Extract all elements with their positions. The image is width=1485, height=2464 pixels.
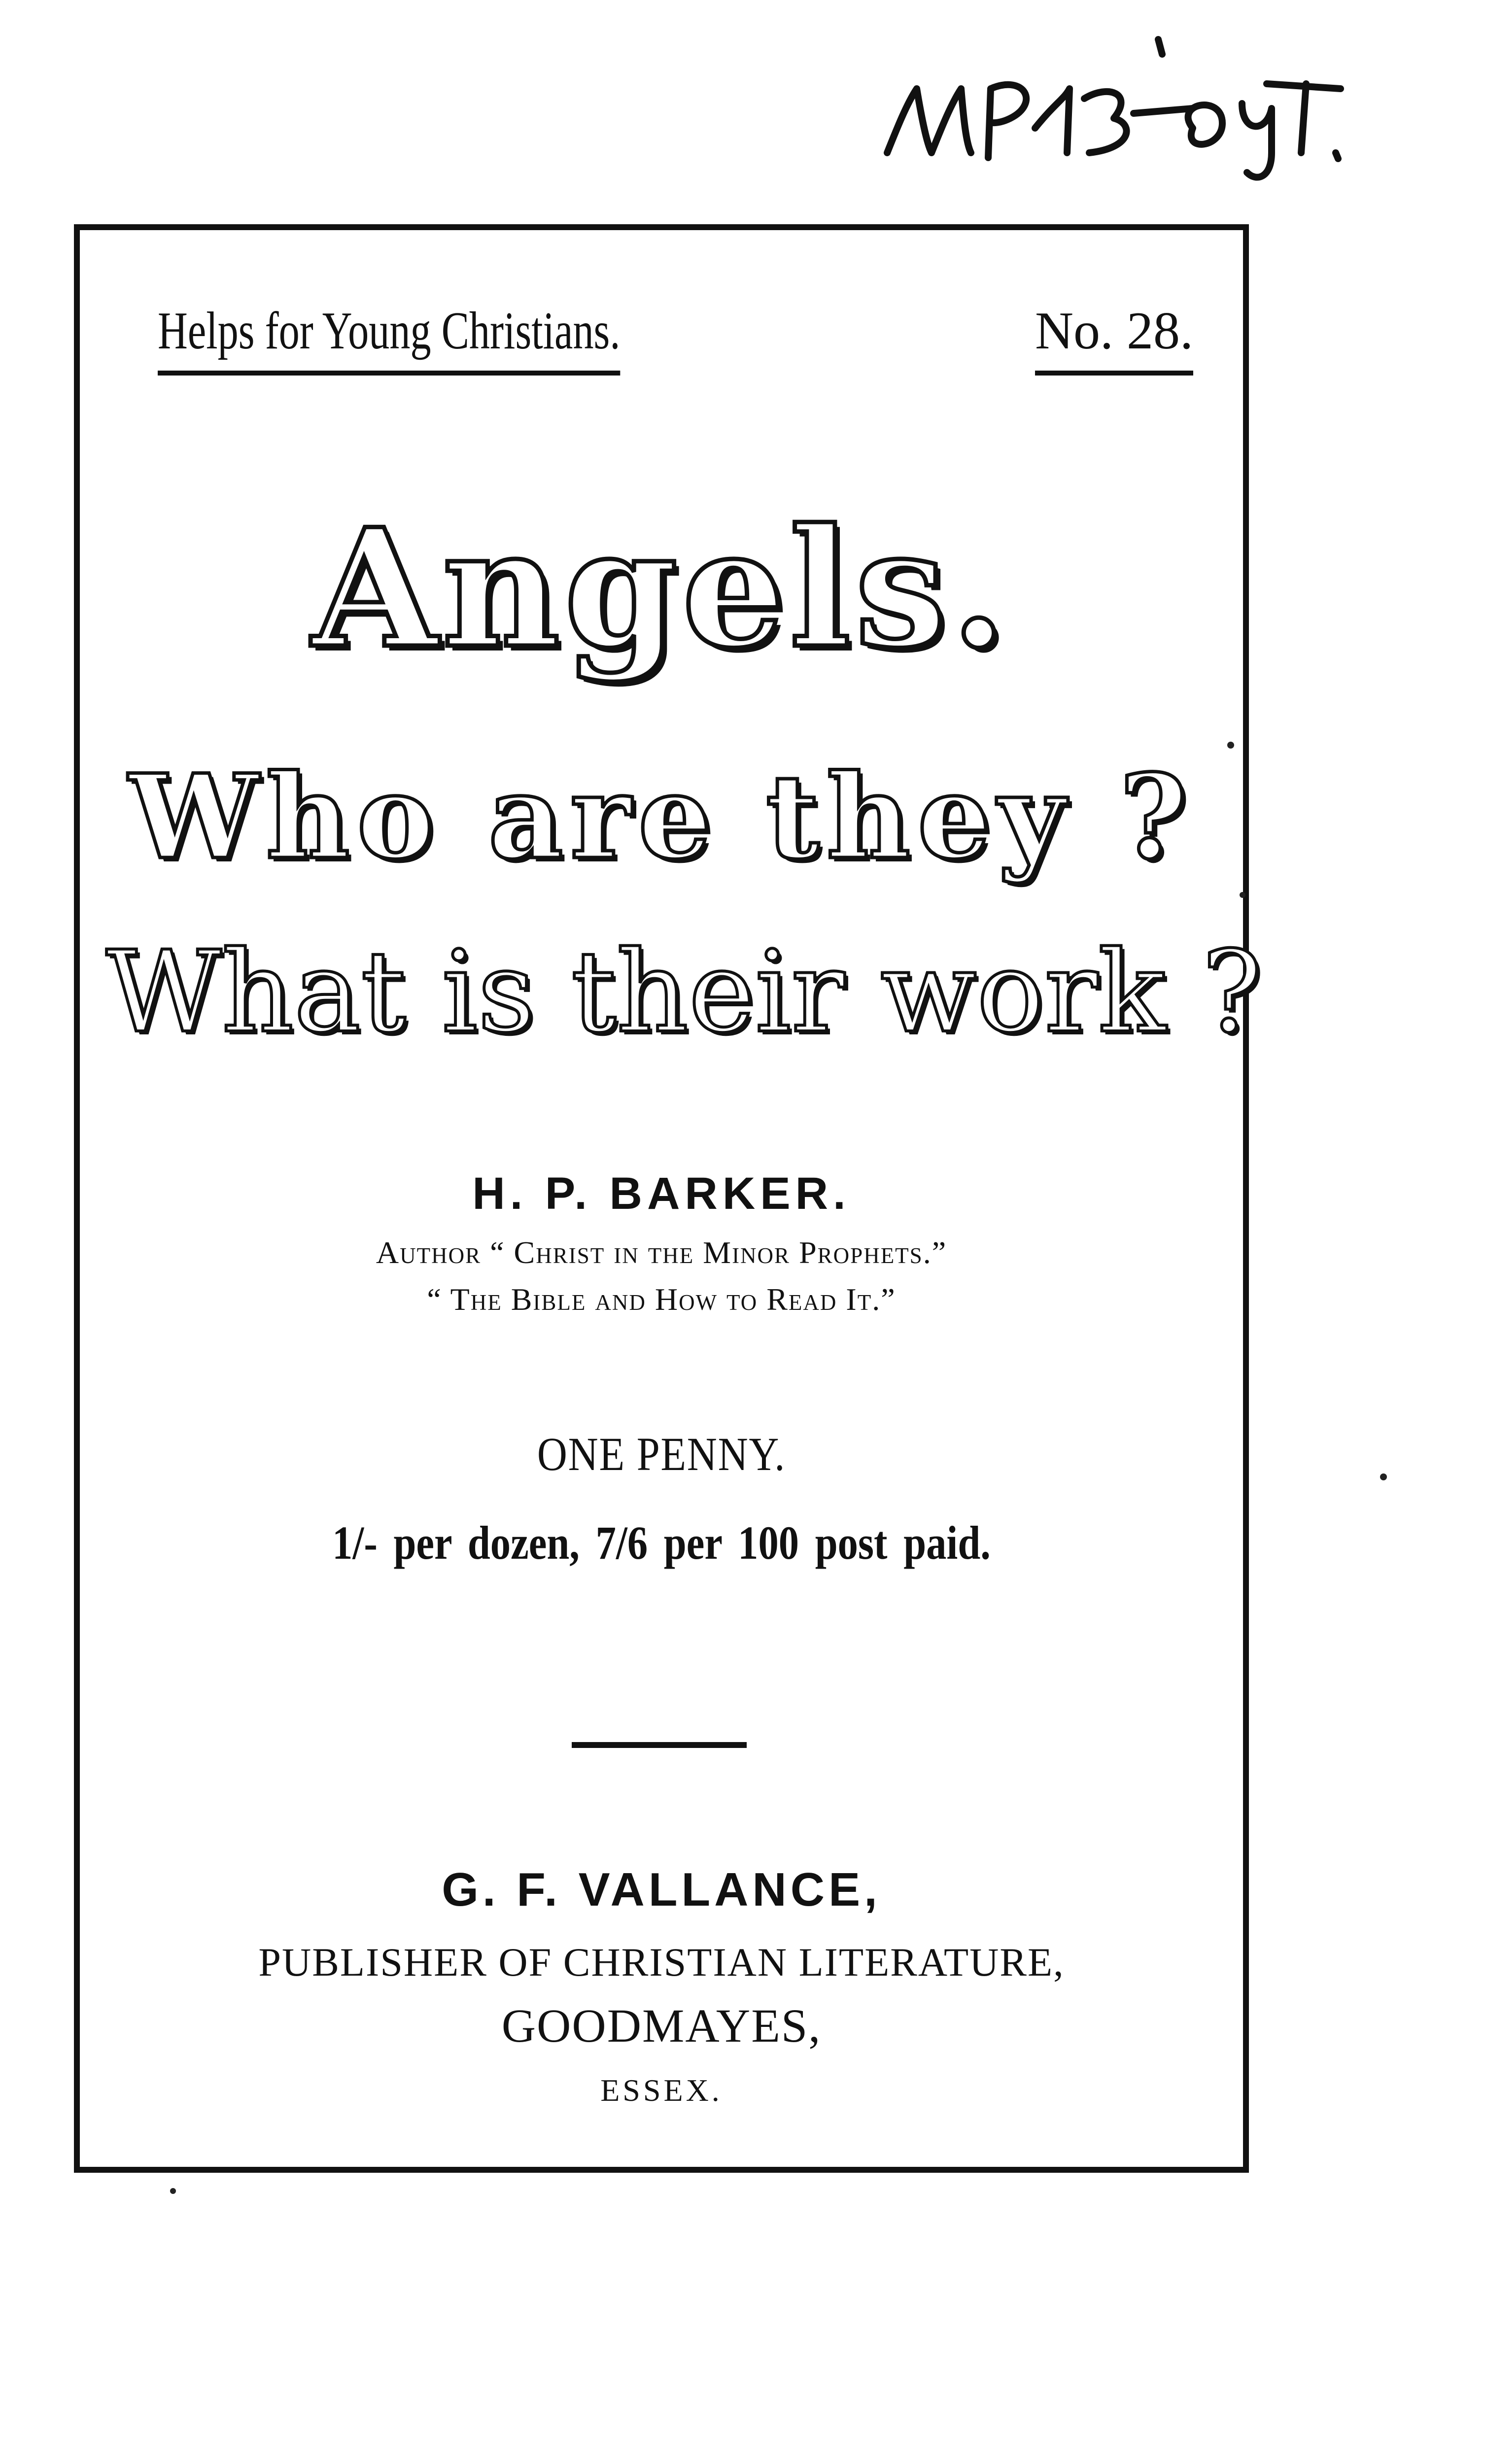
print-speck (1227, 742, 1234, 749)
publisher-description: PUBLISHER OF CHRISTIAN LITERATURE, (258, 1940, 1065, 1985)
divider-rule (572, 1742, 747, 1748)
author-name: H. P. BARKER. (472, 1168, 851, 1219)
handwritten-shelf-mark (877, 30, 1350, 187)
publisher-town: GOODMAYES, (501, 1999, 822, 2052)
author-credit-line-1: Author “ Christ in the Minor Prophets.” (376, 1235, 947, 1270)
title-main: Angels. (311, 493, 1011, 684)
title-subtitle-who: Who are they ? (129, 749, 1194, 885)
series-number: No. 28. (1035, 301, 1193, 376)
author-credit-line-2: “ The Bible and How to Read It.” (427, 1282, 896, 1317)
publisher-name: G. F. VALLANCE, (442, 1863, 881, 1916)
title-subtitle-what: What is their work ? (106, 926, 1262, 1058)
print-speck (1380, 1473, 1387, 1480)
print-speck (1240, 892, 1245, 898)
series-title: Helps for Young Christians. (158, 301, 620, 376)
bulk-rates: 1/- per dozen, 7/6 per 100 post paid. (332, 1516, 991, 1569)
price: ONE PENNY. (537, 1428, 786, 1480)
print-speck (170, 2188, 176, 2194)
publisher-county: ESSEX. (600, 2073, 723, 2108)
